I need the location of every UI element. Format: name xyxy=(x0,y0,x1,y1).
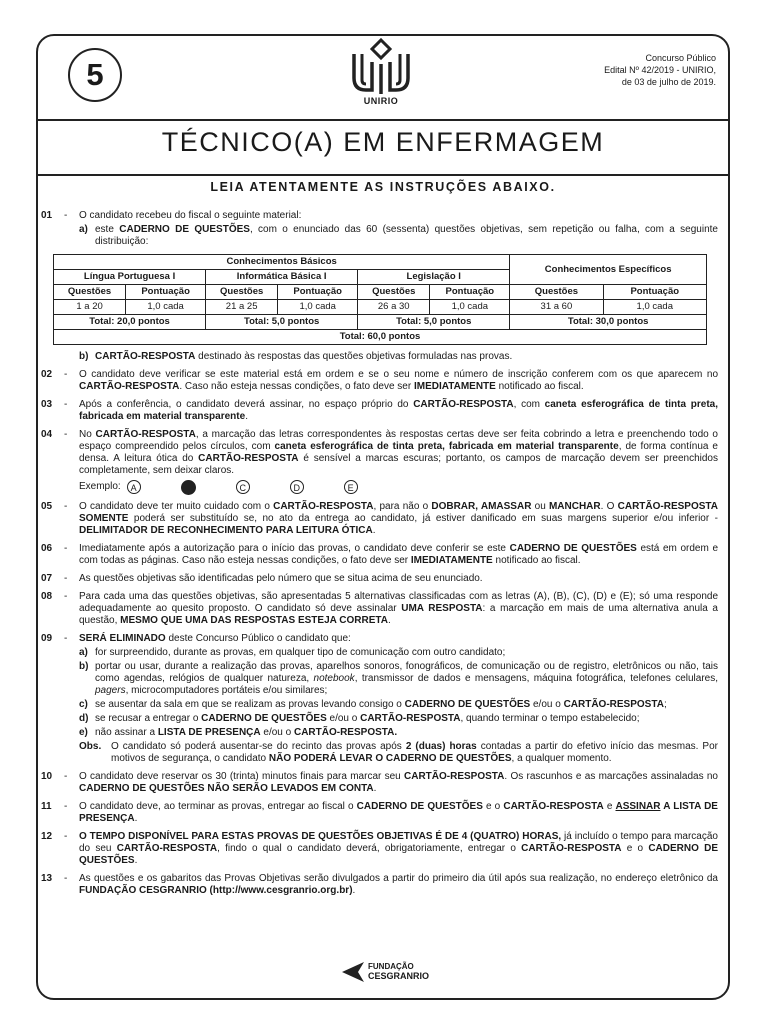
footer-line1: FUNDAÇÃO xyxy=(368,962,414,971)
subject-header: Legislação I xyxy=(358,270,510,285)
table-cell: 1,0 cada xyxy=(278,300,358,315)
column-header: Questões xyxy=(206,285,278,300)
option-d-bubble: D xyxy=(290,480,304,494)
observation: Obs. O candidato só poderá ausentar-se do recinto das provas após 2 (duas) horas contadas a partir do efetivo início das mesmas. Por motivos de segurança, o candidato NÃO PODERÁ LEVAR O CADERNO DE QUESTÕES, a qualquer momento. xyxy=(79,741,718,764)
divider xyxy=(36,119,730,121)
instruction-09: 09 - SERÁ ELIMINADO deste Concurso Público o candidato que: a) for surpreendido, durante as provas, em qualquer tipo de comunicação com outro candidato; b) portar ou usar, durante a realização das provas, aparelhos sonoros, fonográficos, de comunicação ou de registro, eletrônicos ou não, tais como agendas, relógios de qualquer natureza, notebook, transmissor de dados e mensagens, máquina fotográfica, telefones celulares, pagers, microcomputadores portáteis e/ou similares; c) se ausentar da sala em que se realizam as provas levando consigo o CADERNO DE QUESTÕES e/ou o CARTÃO-RESPOSTA; d) se recusar a entregar o CADERNO DE QUESTÕES e/ou o CARTÃO-RESPOSTA, quando terminar o tempo estabelecido; e) não assinar a LISTA DE PRESENÇA e/ou o CARTÃO-RESPOSTA. Obs. O candidato só poderá ausentar-se do recinto das provas após 2 (duas) horas contadas a partir do efetivo início das mesmas. Por motivos de segurança, o candidato NÃO PODERÁ LEVAR O CADERNO DE QUESTÕES, a qualquer momento. xyxy=(41,633,719,764)
total-cell: Total: 5,0 pontos xyxy=(206,315,358,330)
marking-example xyxy=(79,479,718,495)
instruction-10: 10 - O candidato deve reservar os 30 (trinta) minutos finais para marcar seu CARTÃO-RESPOSTA. Os rascunhos e as marcações assinaladas no CADERNO DE QUESTÕES NÃO SERÃO LEVADOS EM CONTA. xyxy=(41,771,718,794)
table-row xyxy=(54,330,707,345)
table-cell: 1,0 cada xyxy=(430,300,510,315)
edital-line: Concurso Público xyxy=(645,53,716,63)
total-cell: Total: 30,0 pontos xyxy=(510,315,707,330)
unirio-logo-icon xyxy=(346,38,416,96)
instruction-01: 01 - O candidato recebeu do fiscal o seguinte material: a) este CADERNO DE QUESTÕES, com o enunciado das 60 (sessenta) questões objetivas, sem repetição ou falha, com a seguinte distribuição: xyxy=(41,210,718,247)
instructions-heading: LEIA ATENTAMENTE AS INSTRUÇÕES ABAIXO. xyxy=(210,180,556,194)
instruction-02: 02 - O candidato deve verificar se este material está em ordem e se o seu nome e número de inscrição conferem com os que aparecem no CARTÃO-RESPOSTA. Caso não esteja nessas condições, o fato deve ser IMEDIATAMENTE notificado ao fiscal. xyxy=(41,369,718,392)
example-label: Exemplo: xyxy=(79,481,121,492)
instruction-08: 08 - Para cada uma das questões objetivas, são apresentadas 5 alternativas classificadas com as letras (A), (B), (C), (D) e (E); só uma responde adequadamente ao quesito proposto. O candidato só deve assinalar UMA RESPOSTA: a marcação em mais de uma alternativa anula a questão, MESMO QUE UMA DAS RESPOSTAS ESTEJA CORRETA. xyxy=(41,591,718,626)
subitem-09d: d) se recusar a entregar o CADERNO DE QUESTÕES e/ou o CARTÃO-RESPOSTA, quando terminar o tempo estabelecido; xyxy=(79,713,640,724)
cesgranrio-arrow-icon xyxy=(340,960,366,984)
table-cell: 21 a 25 xyxy=(206,300,278,315)
option-b-filled-bubble xyxy=(181,480,196,495)
cesgranrio-logo xyxy=(340,960,430,988)
instruction-07: 07 - As questões objetivas são identificadas pelo número que se situa acima de seu enunciado. xyxy=(41,573,483,584)
edital-line: Edital Nº 42/2019 - UNIRIO, xyxy=(604,65,716,75)
instruction-05: 05 - O candidato deve ter muito cuidado com o CARTÃO-RESPOSTA, para não o DOBRAR, AMASSAR ou MANCHAR. O CARTÃO-RESPOSTA SOMENTE poderá ser substituído se, no ato da entrega ao candidato, já estiver danificado em suas margens superior e/ou inferior - DELIMITADOR DE RECONHECIMENTO PARA LEITURA ÓTICA. xyxy=(41,501,718,536)
total-cell: Total: 20,0 pontos xyxy=(54,315,206,330)
subitem-09b: b) portar ou usar, durante a realização das provas, aparelhos sonoros, fonográficos, de comunicação ou de registro, eletrônicos ou não, tais como agendas, relógios de qualquer natureza, notebook, transmissor de dados e mensagens, máquina fotográfica, telefones celulares, pagers, microcomputadores portáteis e/ou similares; xyxy=(79,661,719,696)
edital-line: de 03 de julho de 2019. xyxy=(621,77,716,87)
total-cell: Total: 5,0 pontos xyxy=(358,315,510,330)
item-text: O candidato recebeu do fiscal o seguinte material: xyxy=(79,210,302,221)
instruction-04: 04 - No CARTÃO-RESPOSTA, a marcação das letras correspondentes às respostas certas deve ser feita cobrindo a letra e preenchendo todo o espaço compreendido pelos círculos, com caneta esferográfica de tinta preta, fabricada em material transparente, de forma contínua e densa. A leitura ótica do CARTÃO-RESPOSTA é sensível a marcas escuras; portanto, os campos de marcação devem ser preenchidos completamente, sem deixar claros. Exemplo: A C D E xyxy=(41,429,718,493)
subitem-01b: b) CARTÃO-RESPOSTA destinado às respostas das questões objetivas formuladas nas provas. xyxy=(79,351,513,362)
option-e-bubble: E xyxy=(344,480,358,494)
distribution-table xyxy=(53,254,707,345)
subitem-01a: a) este CADERNO DE QUESTÕES, com o enunciado das 60 (sessenta) questões objetivas, sem repetição ou falha, com a seguinte distribuição: xyxy=(79,224,718,247)
column-header: Pontuação xyxy=(603,285,706,300)
header xyxy=(36,34,730,120)
instruction-12: 12 - O TEMPO DISPONÍVEL PARA ESTAS PROVAS DE QUESTÕES OBJETIVAS É DE 4 (QUATRO) HORAS, já incluído o tempo para marcação do seu CARTÃO-RESPOSTA, findo o qual o candidato deverá, obrigatoriamente, entregar o CARTÃO-RESPOSTA e o CADERNO DE QUESTÕES. xyxy=(41,831,718,866)
footer-line2: CESGRANRIO xyxy=(368,971,430,981)
table-row xyxy=(54,300,707,315)
column-header: Questões xyxy=(510,285,603,300)
column-header: Pontuação xyxy=(126,285,206,300)
option-c-bubble: C xyxy=(236,480,250,494)
group-header: Conhecimentos Específicos xyxy=(510,255,707,285)
subitem-09a: a) for surpreendido, durante as provas, em qualquer tipo de comunicação com outro candidato; xyxy=(79,647,506,658)
table-cell: 31 a 60 xyxy=(510,300,603,315)
column-header: Pontuação xyxy=(278,285,358,300)
subject-header: Língua Portuguesa I xyxy=(54,270,206,285)
instruction-06: 06 - Imediatamente após a autorização para o início das provas, o candidato deve conferir se este CADERNO DE QUESTÕES está em ordem e com todas as páginas. Caso não esteja nessas condições, o fato deve ser IMEDIATAMENTE notificado ao fiscal. xyxy=(41,543,719,566)
instruction-13: 13 - As questões e os gabaritos das Provas Objetivas serão divulgados a partir do primeiro dia útil após sua realização, no endereço eletrônico da FUNDAÇÃO CESGRANRIO (http://www.cesgranrio.org.br). xyxy=(41,873,718,896)
page-title: TÉCNICO(A) EM ENFERMAGEM xyxy=(161,127,605,157)
instruction-03: 03 - Após a conferência, o candidato deverá assinar, no espaço próprio do CARTÃO-RESPOSTA, com caneta esferográfica de tinta preta, fabricada em material transparente. xyxy=(41,399,719,422)
instructions xyxy=(41,210,718,903)
group-header: Conhecimentos Básicos xyxy=(54,255,510,270)
edital-info xyxy=(566,52,716,88)
table-row xyxy=(54,315,707,330)
subject-header: Informática Básica I xyxy=(206,270,358,285)
grand-total-cell: Total: 60,0 pontos xyxy=(54,330,707,345)
table-cell: 1,0 cada xyxy=(126,300,206,315)
booklet-number: 5 xyxy=(68,48,122,102)
logo-text: UNIRIO xyxy=(363,96,399,106)
column-header: Questões xyxy=(54,285,126,300)
unirio-logo xyxy=(346,38,416,112)
instruction-11: 11 - O candidato deve, ao terminar as provas, entregar ao fiscal o CADERNO DE QUESTÕES e o CARTÃO-RESPOSTA e ASSINAR A LISTA DE PRESENÇA. xyxy=(41,801,718,824)
subitem-09c: c) se ausentar da sala em que se realizam as provas levando consigo o CADERNO DE QUESTÕES e/ou o CARTÃO-RESPOSTA; xyxy=(79,699,667,710)
divider xyxy=(36,174,730,176)
subitem-09e: e) não assinar a LISTA DE PRESENÇA e/ou o CARTÃO-RESPOSTA. xyxy=(79,727,398,738)
table-cell: 1 a 20 xyxy=(54,300,126,315)
option-a-bubble: A xyxy=(127,480,141,494)
column-header: Questões xyxy=(358,285,430,300)
table-cell: 1,0 cada xyxy=(603,300,706,315)
item-number: 01 xyxy=(41,210,53,221)
table-cell: 26 a 30 xyxy=(358,300,430,315)
column-header: Pontuação xyxy=(430,285,510,300)
